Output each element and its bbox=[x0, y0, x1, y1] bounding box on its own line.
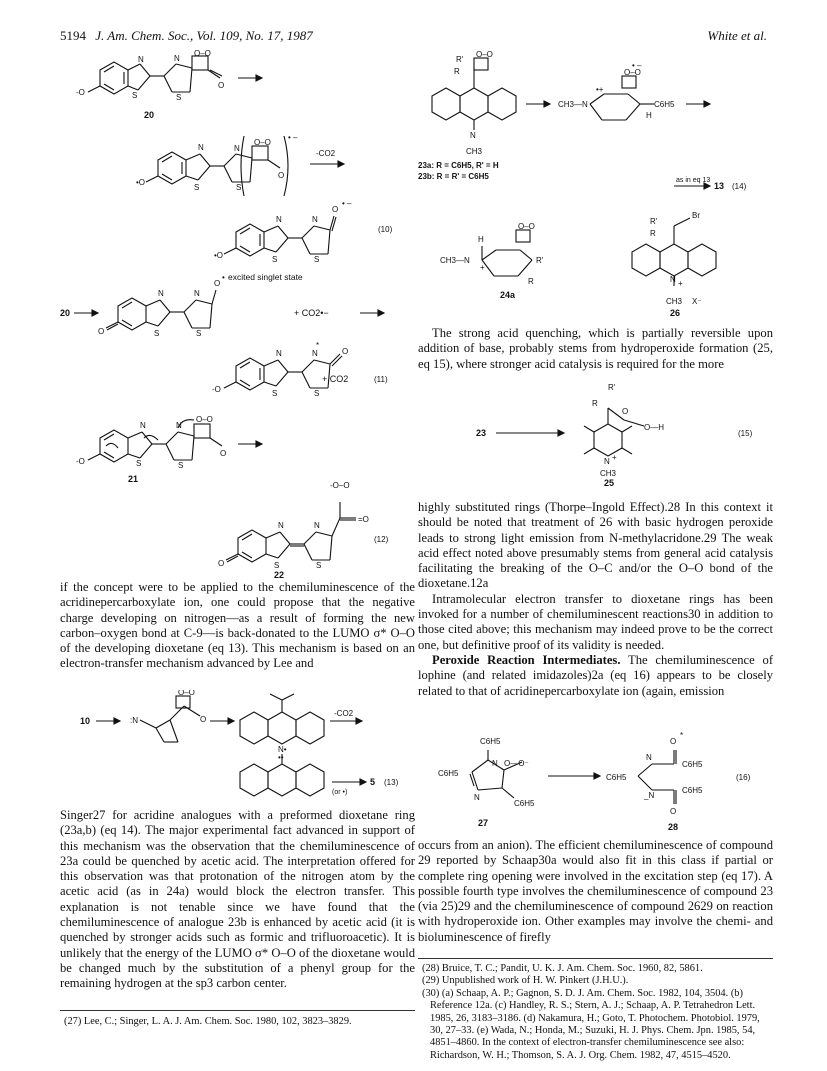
svg-text:R': R' bbox=[536, 256, 544, 265]
structure-22 bbox=[226, 502, 356, 562]
eq15-number: (15) bbox=[738, 429, 753, 438]
svg-text:Br: Br bbox=[692, 211, 700, 220]
plus-co2: + CO2 bbox=[322, 374, 349, 384]
svg-text:N: N bbox=[646, 753, 652, 762]
svg-text:S: S bbox=[274, 561, 280, 570]
svg-text:+: + bbox=[612, 453, 617, 462]
svg-text:N: N bbox=[276, 215, 282, 224]
svg-text::N: :N bbox=[130, 716, 138, 725]
structure-eq13-reactant bbox=[140, 696, 200, 742]
plus-co2-radical: + CO2•− bbox=[294, 308, 329, 318]
svg-text:O: O bbox=[670, 807, 677, 816]
svg-text:N: N bbox=[198, 143, 204, 152]
eq11-label-20: 20 bbox=[60, 308, 71, 318]
eq16-number: (16) bbox=[736, 773, 751, 782]
svg-text:•: • bbox=[222, 273, 225, 282]
svg-text:N: N bbox=[314, 521, 320, 530]
label-compound-20: 20 bbox=[144, 110, 155, 120]
svg-text:O: O bbox=[214, 279, 221, 288]
left-footnotes bbox=[60, 1010, 415, 1028]
svg-text:O: O bbox=[220, 449, 227, 458]
svg-text:R: R bbox=[454, 67, 460, 76]
right-paragraphs-2-4-block bbox=[418, 500, 773, 699]
footnote-30: (30) (a) Schaap, A. P.; Gagnon, S. D. J. Am. Chem. Soc. 1982, 104, 3504. (b) Reference 12a. (c) Handley, R. S.; Stern, A. J.; Schaap, A. P. Tetrahedron Lett. 1985, 26, 3183–3186. (d) Nakamura, H.; Goto, T. Photochem. Photobiol. 1979, 30, 27–33. (e) Wada, N.; Honda, M.; Suzuki, H. J. Phys. Chem. Jpn. 1985, 54, 4851–4860. In the context of electron-transfer chemiluminescence see also: Richardson, W. H.; Thomson, S. A. J. Org. Chem. 1982, 47, 4515–4520. bbox=[422, 987, 760, 1061]
right-paragraph-5: occurs from an anion). The efficient chemiluminescence of compound 29 reported by Schaap30a would also fit in this class if partial or complete ring opening were involved in the excitation step (eq 17). A possible fourth type involves the chemiluminescence of compound 23 (via 25)29 and the chemiluminescence of compound 2629 on reaction with hydroperoxide ion. Other examples may involve the chemi- and bioluminescence of firefly bbox=[418, 838, 773, 944]
structure-eq13-acridine bbox=[240, 694, 324, 744]
structure-21 bbox=[88, 420, 222, 462]
svg-text:C6H5: C6H5 bbox=[438, 769, 459, 778]
footnote-29: (29) Unpublished work of H. W. Pinkert (J.H.U.). bbox=[422, 975, 629, 987]
svg-text:H: H bbox=[646, 111, 652, 120]
svg-text:C6H5: C6H5 bbox=[654, 100, 675, 109]
svg-text:N: N bbox=[492, 759, 498, 768]
footnote-rule-right bbox=[418, 958, 773, 959]
svg-text:S: S bbox=[196, 329, 202, 338]
svg-text:R': R' bbox=[650, 217, 658, 226]
scheme-eq15 bbox=[418, 380, 773, 488]
label-compound-22: 22 bbox=[274, 570, 285, 578]
label-co2-loss: -CO2 bbox=[316, 149, 336, 158]
label-compound-25: 25 bbox=[604, 478, 615, 488]
svg-text:S: S bbox=[136, 459, 142, 468]
svg-text:+: + bbox=[480, 263, 485, 272]
scheme-eq10-12 bbox=[60, 48, 415, 578]
svg-text:R': R' bbox=[456, 55, 464, 64]
structure-24a bbox=[482, 230, 532, 276]
svg-text:S: S bbox=[194, 183, 200, 192]
eq13-co2-loss: -CO2 bbox=[334, 709, 354, 718]
structure-23-electron-transfer bbox=[590, 76, 654, 120]
author-header: White et al. bbox=[707, 28, 767, 43]
section-heading-peroxide: Peroxide Reaction Intermediates. bbox=[432, 652, 621, 667]
eq14-number: (14) bbox=[732, 182, 747, 191]
svg-text:N: N bbox=[470, 131, 476, 140]
svg-text:O–O: O–O bbox=[254, 138, 271, 147]
svg-text:•O: •O bbox=[214, 251, 224, 260]
svg-text:-O: -O bbox=[212, 385, 221, 394]
label-23a: 23a: R = C6H5, R' = H bbox=[418, 161, 499, 170]
svg-text:• –: • – bbox=[342, 199, 352, 208]
structure-23 bbox=[432, 58, 516, 130]
svg-text:O: O bbox=[218, 559, 225, 568]
eq11-number: (11) bbox=[374, 375, 388, 384]
svg-text:_N: _N bbox=[644, 791, 655, 800]
structure-eq13-acridone bbox=[240, 754, 324, 796]
svg-text:N: N bbox=[670, 275, 676, 284]
right-paragraph-5-block bbox=[418, 838, 773, 945]
scheme-eq16 bbox=[418, 730, 773, 834]
svg-text:O–O: O–O bbox=[178, 690, 195, 697]
svg-text:-O: -O bbox=[76, 88, 85, 97]
svg-text:O–O: O–O bbox=[196, 415, 213, 424]
svg-text:O–O: O–O bbox=[476, 50, 493, 59]
eq15-label-23: 23 bbox=[476, 428, 487, 438]
svg-text:CH3—N: CH3—N bbox=[440, 256, 470, 265]
scheme-eq14 bbox=[418, 48, 773, 318]
right-paragraph-3: Intramolecular electron transfer to dioxetane rings has been invoked for a number of chemiluminescent reactions30 in addition to those cited above; this mechanism may indeed prove to be the correct one, but definitive proof of its validity is needed. bbox=[418, 591, 773, 652]
right-paragraph-2: highly substituted rings (Thorpe–Ingold Effect).28 In this context it should be noted that treatment of 26 with basic hydrogen peroxide leads to strong light emission from N-methylacridone.29 The weak acid effect noted above presumably stems from general acid catalysis facilitating the breaking of the O–C and/or the O–O bond of the dioxetane.12a bbox=[418, 500, 773, 591]
eq13-or-dot: (or •) bbox=[332, 789, 348, 796]
svg-text:O—H: O—H bbox=[644, 423, 664, 432]
svg-text:N: N bbox=[158, 289, 164, 298]
left-paragraph-1: if the concept were to be applied to the chemiluminescence of the acridinepercarboxylate ion, one could propose that the negative charge developing on nitrogen—as a result of forming the new carbon–oxygen bond at C-9—is back-donated to the LUMO σ* O–O of the developing dioxetane (eq 13). This mechanism is based on an electron-transfer mechanism advanced by Lee and bbox=[60, 580, 415, 671]
svg-text:N: N bbox=[174, 54, 180, 63]
left-paragraph-2-block bbox=[60, 808, 415, 992]
svg-text:S: S bbox=[314, 255, 320, 264]
svg-text:• –: • – bbox=[288, 133, 298, 142]
svg-text:N: N bbox=[140, 421, 146, 430]
svg-text:O–O: O–O bbox=[624, 68, 641, 77]
svg-text:S: S bbox=[236, 183, 242, 192]
svg-text:CH3: CH3 bbox=[600, 469, 617, 478]
svg-text:N: N bbox=[278, 521, 284, 530]
label-compound-21: 21 bbox=[128, 474, 139, 484]
svg-text:N: N bbox=[604, 457, 610, 466]
svg-text:N: N bbox=[276, 349, 282, 358]
footnote-28: (28) Bruice, T. C.; Pandit, U. K. J. Am. Chem. Soc. 1960, 82, 5861. bbox=[422, 963, 703, 974]
svg-text:R': R' bbox=[608, 383, 616, 392]
svg-text:CH3: CH3 bbox=[666, 297, 683, 306]
svg-text:S: S bbox=[314, 389, 320, 398]
svg-text:N•: N• bbox=[278, 745, 287, 754]
svg-text:S: S bbox=[316, 561, 322, 570]
scheme-eq13 bbox=[60, 690, 415, 800]
structure-27 bbox=[470, 750, 522, 798]
svg-text:• –: • – bbox=[632, 61, 642, 70]
svg-text:•O: •O bbox=[136, 178, 146, 187]
svg-text:R: R bbox=[650, 229, 656, 238]
svg-text:*: * bbox=[316, 341, 320, 350]
svg-text:O–O: O–O bbox=[518, 222, 535, 231]
svg-text:O: O bbox=[622, 407, 629, 416]
svg-text:N: N bbox=[234, 144, 240, 153]
svg-text:-O–O: -O–O bbox=[330, 481, 350, 490]
label-compound-26: 26 bbox=[670, 308, 681, 318]
right-paragraph-4 bbox=[418, 653, 773, 699]
eq13-product-5: 5 bbox=[370, 777, 376, 787]
svg-text:S: S bbox=[272, 389, 278, 398]
svg-text:S: S bbox=[178, 461, 184, 470]
svg-text:O: O bbox=[342, 347, 349, 356]
right-paragraph-4-body: The chemiluminescence of lophine (and related imidazoles)2a (eq 16) appears to be closely related to that of acridinepercarboxylate ion (again, emission bbox=[418, 652, 774, 698]
svg-text:S: S bbox=[132, 91, 138, 100]
svg-text:H: H bbox=[478, 235, 484, 244]
left-paragraph-1-block bbox=[60, 580, 415, 672]
eq12-number: (12) bbox=[374, 535, 389, 544]
svg-text:O: O bbox=[670, 737, 677, 746]
svg-text:O—O⁻: O—O⁻ bbox=[504, 759, 529, 768]
svg-text:N: N bbox=[138, 55, 144, 64]
svg-text:S: S bbox=[272, 255, 278, 264]
svg-text:C6H5: C6H5 bbox=[682, 760, 703, 769]
svg-text:O–O: O–O bbox=[194, 49, 211, 58]
svg-text:R: R bbox=[528, 277, 534, 286]
svg-text:R: R bbox=[592, 399, 598, 408]
footnote-27: (27) Lee, C.; Singer, L. A. J. Am. Chem. Soc. 1980, 102, 3823–3829. bbox=[64, 1016, 352, 1027]
svg-text:-O: -O bbox=[76, 457, 85, 466]
label-compound-24a: 24a bbox=[500, 290, 516, 300]
structure-25 bbox=[584, 408, 644, 456]
svg-text:C6H5: C6H5 bbox=[606, 773, 627, 782]
label-compound-27: 27 bbox=[478, 818, 489, 828]
svg-text:C6H5: C6H5 bbox=[480, 737, 501, 746]
journal-citation: J. Am. Chem. Soc., Vol. 109, No. 17, 1987 bbox=[95, 28, 313, 43]
eq14-product-13: 13 bbox=[714, 181, 725, 191]
right-paragraph-1-block bbox=[418, 326, 773, 372]
svg-text:CH3: CH3 bbox=[466, 147, 483, 156]
svg-text:•+: •+ bbox=[596, 85, 604, 94]
svg-text:S: S bbox=[154, 329, 160, 338]
svg-text:O: O bbox=[98, 327, 105, 336]
svg-text:O: O bbox=[278, 171, 285, 180]
running-header bbox=[60, 28, 767, 46]
eq13-number: (13) bbox=[384, 778, 399, 787]
right-paragraph-1: The strong acid quenching, which is partially reversible upon addition of base, probably stems from hydroperoxide formation (25, eq 15), where stronger acid catalysis is required for the more bbox=[418, 326, 773, 371]
svg-text:O: O bbox=[218, 81, 225, 90]
page-number: 5194 bbox=[60, 28, 86, 43]
excited-state-label: excited singlet state bbox=[228, 272, 303, 282]
left-paragraph-2: Singer27 for acridine analogues with a preformed dioxetane ring (23a,b) (eq 14). The major experimental fact advanced in support of this mechanism was the observation that the chemiluminescence of 23a could be quenched by acetic acid. The interpretation offered for this observation was that protonation of the nitrogen atom by the acetic acid (as in 24a) would block the electron transfer. This explanation is not tenable since we have found that the chemiluminescence of analogue 23b is enhanced by acetic acid (it is quenched by stronger acids such as formic and trifluoroacetic). It is unlikely that the energy of the LUMO σ* O–O of the dioxetane would be changed much by the substitution of a phenyl group for the remaining hydrogen at the sp3 carbon center. bbox=[60, 808, 415, 991]
label-23b: 23b: R = R' = C6H5 bbox=[418, 172, 489, 181]
right-footnotes bbox=[418, 958, 773, 1062]
svg-text:*: * bbox=[680, 731, 684, 740]
eq10-number: (10) bbox=[378, 225, 393, 234]
svg-text:O: O bbox=[200, 715, 207, 724]
svg-text:C6H5: C6H5 bbox=[514, 799, 535, 808]
svg-text:X⁻: X⁻ bbox=[692, 297, 702, 306]
svg-text:O: O bbox=[332, 205, 339, 214]
svg-text:S: S bbox=[176, 93, 182, 102]
svg-text:N: N bbox=[474, 793, 480, 802]
svg-text:N: N bbox=[194, 289, 200, 298]
footnote-rule bbox=[60, 1010, 415, 1011]
svg-text:••: •• bbox=[278, 753, 284, 762]
label-compound-28: 28 bbox=[668, 822, 679, 832]
eq13-label-10: 10 bbox=[80, 716, 91, 726]
svg-text:+: + bbox=[678, 279, 683, 288]
svg-text:C6H5: C6H5 bbox=[682, 786, 703, 795]
svg-text:N: N bbox=[312, 349, 318, 358]
svg-text:N: N bbox=[312, 215, 318, 224]
svg-text:CH3—N: CH3—N bbox=[558, 100, 588, 109]
svg-text:=O: =O bbox=[358, 515, 369, 524]
eq14-as-in: as in eq 13 bbox=[676, 177, 711, 184]
structure-excited-11 bbox=[224, 354, 342, 390]
structure-20 bbox=[88, 56, 225, 94]
svg-text:N: N bbox=[176, 421, 182, 430]
